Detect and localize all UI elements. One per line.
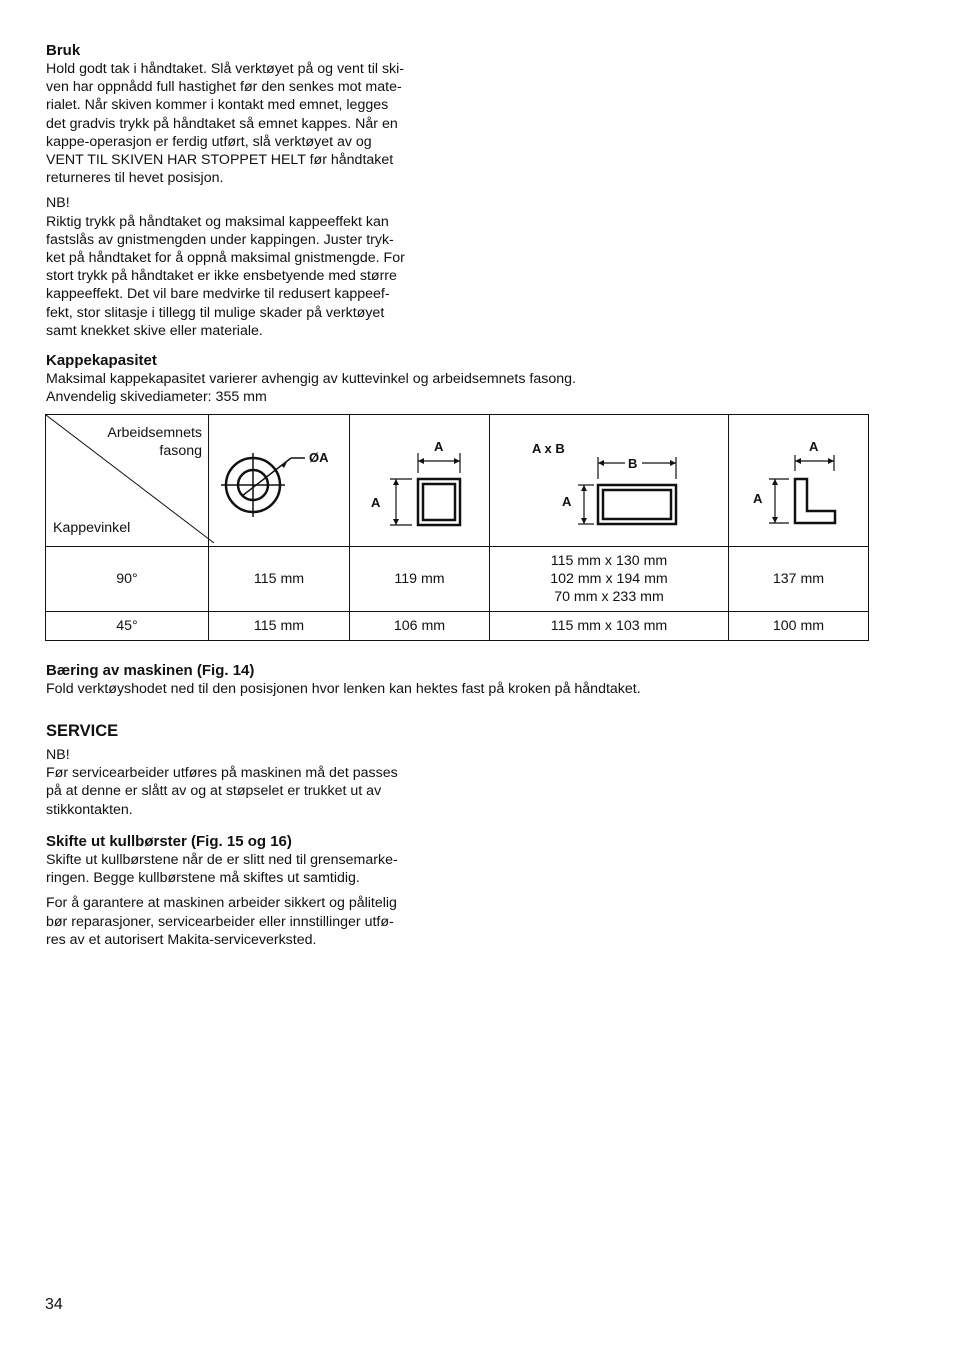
shape-square-cell (350, 415, 490, 547)
baering-section (46, 661, 876, 698)
kappekapasitet-line2: Anvendelig skivediameter: 355 mm (46, 389, 267, 406)
bruk-heading: Bruk (46, 42, 81, 59)
row-45-round: 115 mm (209, 612, 350, 641)
capacity-table-header-row (46, 415, 869, 547)
kappekapasitet-line1: Maksimal kappekapasitet varierer avhengig av kuttevinkel og arbeidsemnets fasong. (46, 371, 576, 387)
service-heading: SERVICE (46, 722, 119, 740)
header-cutting-angle-label: Kappevinkel (53, 520, 131, 536)
capacity-row-45 (46, 612, 869, 641)
kullborster-heading: Skifte ut kullbørster (Fig. 15 og 16) (46, 833, 292, 850)
kullborster-section (46, 832, 446, 949)
row-45-angle-iron: 100 mm (729, 612, 869, 641)
row-45-rectangle: 115 mm x 103 mm (490, 612, 729, 641)
page-number: 34 (45, 1296, 63, 1313)
row-90-angle: 90° (46, 547, 209, 612)
row-45-angle: 45° (46, 612, 209, 641)
angle-iron-icon (729, 415, 868, 542)
round-pipe-icon (209, 415, 349, 542)
rect-length-label: B (628, 456, 638, 471)
row-45-square: 106 mm (350, 612, 490, 641)
square-height-label: A (371, 495, 381, 510)
rect-height-label: A (562, 494, 572, 509)
service-paragraph: Før servicearbeider utføres på maskinen må det passes på at denne er slått av og at støpselet er trukket ut av stikkontakten. (46, 765, 398, 818)
angle-height-label: A (753, 491, 763, 506)
row-90-angle-iron: 137 mm (729, 547, 869, 612)
shape-rectangle-cell (490, 415, 729, 547)
bruk-nb-paragraph: Riktig trykk på håndtaket og maksimal kappeeffekt kan fastslås av gnistmengden under kappingen. Juster tryk- ket på håndtaket for å oppnå maksimal gnistmengde. For stort trykk på håndtaket er ikke ensbetyende med større kappeeffekt. Det vil bare medvirke til redusert kappeef- fekt, stor slitasje i tillegg til mulige skader på verktøyet samt knekket skive eller materiale. (46, 213, 405, 339)
row-90-square: 119 mm (350, 547, 490, 612)
header-diagonal-cell (46, 415, 209, 547)
row-90-round: 115 mm (209, 547, 350, 612)
bruk-nb-label: NB! (46, 195, 70, 212)
kappekapasitet-section (46, 351, 876, 406)
shape-round-cell (209, 415, 350, 547)
row-90-rectangle: 115 mm x 130 mm 102 mm x 194 mm 70 mm x 233 mm (490, 547, 729, 612)
baering-heading: Bæring av maskinen (Fig. 14) (46, 662, 255, 679)
round-diameter-label: ØA (309, 450, 329, 465)
capacity-table (45, 414, 869, 641)
rect-title-label: A x B (532, 441, 565, 456)
kullborster-paragraph-2: For å garantere at maskinen arbeider sikkert og pålitelig bør reparasjoner, servicearbeider eller innstillinger utfø- res av et autorisert Makita-serviceverksted. (46, 895, 397, 948)
capacity-row-90 (46, 547, 869, 612)
shape-angle-cell (729, 415, 869, 547)
bruk-paragraph: Hold godt tak i håndtaket. Slå verktøyet på og vent til ski- ven har oppnådd full hastighet før den senkes mot mate- rialet. Når skiven kommer i kontakt med emnet, legges det gradvis trykk på håndtaket så emnet kappes. Når en kappe-operasjon er ferdig utført, slå verktøyet av og VENT TIL SKIVEN HAR STOPPET HELT før håndtaket returneres til hevet posisjon. (46, 61, 405, 187)
kappekapasitet-heading: Kappekapasitet (46, 352, 157, 369)
square-tube-icon (350, 415, 489, 542)
service-nb-label: NB! (46, 747, 70, 763)
baering-text: Fold verktøyshodet ned til den posisjonen hvor lenken kan hektes fast på kroken på håndtaket. (46, 681, 641, 697)
service-section (46, 721, 446, 819)
square-width-label: A (434, 439, 444, 454)
rectangular-tube-icon (490, 415, 728, 542)
kullborster-paragraph-1: Skifte ut kullbørstene når de er slitt ned til grensemarke- ringen. Begge kullbørstene må skiftes ut samtidig. (46, 852, 398, 887)
header-workpiece-shape-label: Arbeidsemnets fasong (107, 425, 202, 459)
bruk-section (46, 41, 446, 340)
angle-width-label: A (809, 439, 819, 454)
